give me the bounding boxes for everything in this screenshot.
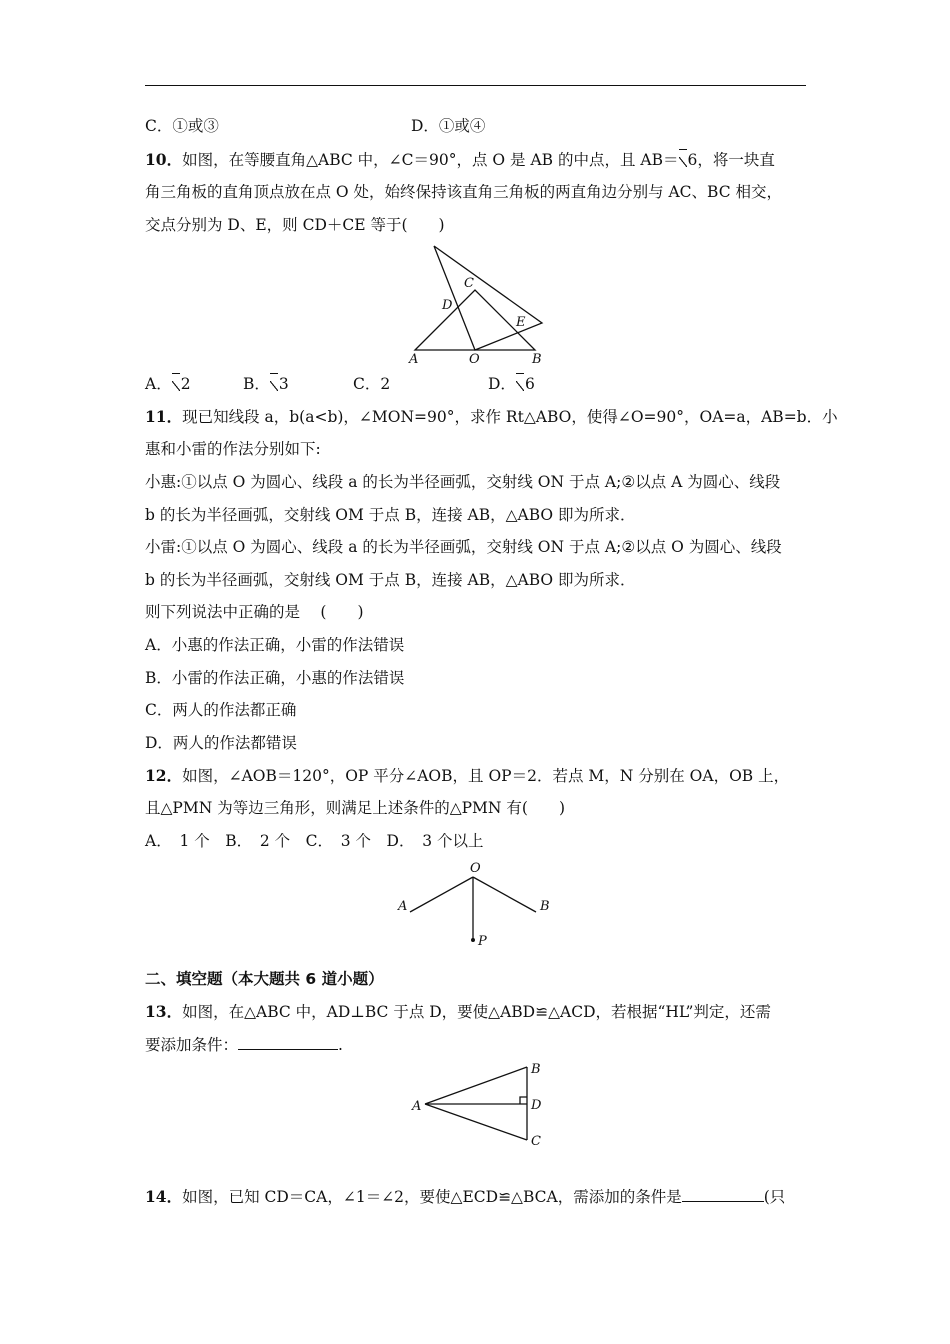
q10-label-D: D — [442, 298, 453, 313]
q12-label-O: O — [470, 861, 481, 876]
q12-ray-OB — [473, 877, 536, 912]
q11-option-d: D．两人的作法都错误 — [145, 734, 297, 752]
q10-label-A: A — [409, 352, 419, 367]
q12-number: 12． — [145, 766, 183, 785]
q9-option-d: D．①或④ — [411, 117, 486, 135]
q10-label-E: E — [516, 315, 526, 330]
q12-text-1: 如图，∠AOB＝120°，OP 平分∠AOB，且 OP＝2．若点 M，N 分别在 OA，OB 上， — [182, 767, 790, 785]
q13-line-2 — [145, 1034, 343, 1055]
q10-option-d: D． 6 — [488, 375, 535, 393]
q11-option-c: C．两人的作法都正确 — [145, 701, 297, 719]
q11-line-6: b 的长为半径画弧，交射线 OM 于点 B，连接 AB，△ABO 即为所求． — [145, 571, 636, 589]
q13-segment-AC — [425, 1104, 527, 1140]
q12-label-A: A — [398, 899, 408, 914]
q12-line-2: 且△PMN 为等边三角形，则满足上述条件的△PMN 有( ) — [145, 799, 566, 817]
q13-number: 13． — [145, 1002, 183, 1021]
q13-segment-AB — [425, 1067, 527, 1104]
q13-label-C: C — [531, 1134, 541, 1149]
q12-label-P: P — [478, 934, 487, 949]
q10-label-O: O — [469, 352, 480, 367]
q10-text-1a: 如图，在等腰直角△ABC 中，∠C＝90°，点 O 是 AB 的中点，且 AB＝ — [182, 151, 679, 169]
q12-figure — [395, 855, 565, 955]
q11-number: 11． — [145, 407, 183, 426]
q10-option-a: A． 2 — [145, 375, 191, 393]
q9-option-c: C．①或③ — [145, 117, 219, 135]
sqrt-3: 3 — [270, 374, 289, 394]
q11-option-a: A．小惠的作法正确，小雷的作法错误 — [145, 636, 405, 654]
q13-period: . — [338, 1036, 343, 1054]
q13-text-2: 要添加条件： — [145, 1036, 239, 1054]
q11-line-1 — [145, 407, 838, 427]
q11-text-1: 现已知线段 a，b(a<b)，∠MON=90°，求作 Rt△ABO，使得∠O=90°，OA=a，AB=b．小 — [182, 408, 838, 426]
q10-line-3: 交点分别为 D、E，则 CD＋CE 等于( ) — [145, 216, 445, 234]
q10-option-b: B． 3 — [243, 375, 289, 393]
q10-label-B: B — [532, 352, 542, 367]
q10-option-c: C．2 — [353, 375, 391, 393]
q13-right-angle-mark — [520, 1097, 527, 1104]
q13-label-B: B — [531, 1062, 541, 1077]
header-rule — [145, 85, 806, 86]
q11-option-b: B．小雷的作法正确，小惠的作法错误 — [145, 669, 405, 687]
q14-answer-blank[interactable] — [682, 1186, 764, 1202]
q11-line-4: b 的长为半径画弧，交射线 OM 于点 B，连接 AB，△ABO 即为所求． — [145, 506, 636, 524]
sqrt-6: 6 — [679, 150, 698, 170]
sqrt-6: 6 — [516, 374, 535, 394]
q11-line-5: 小雷:①以点 O 为圆心、线段 a 的长为半径画弧，交射线 ON 于点 A;②以点 O 为圆心、线段 — [145, 538, 782, 556]
q10-line-1 — [145, 150, 775, 170]
q14-number: 14． — [145, 1187, 183, 1206]
q13-label-D: D — [531, 1098, 542, 1113]
q10-line-2: 角三角板的直角顶点放在点 O 处，始终保持该直角三角板的两直角边分别与 AC、BC 相交， — [145, 183, 783, 201]
section-heading: 二、填空题（本大题共 6 道小题） — [145, 970, 384, 988]
q11-line-2: 惠和小雷的作法分别如下: — [145, 440, 321, 458]
q13-line-1 — [145, 1002, 771, 1022]
q14-line-1 — [145, 1186, 785, 1207]
q14-text-1: 如图，已知 CD＝CA，∠1＝∠2，要使△ECD≌△BCA，需添加的条件是 — [182, 1188, 682, 1206]
q11-line-7: 则下列说法中正确的是 ( ) — [145, 603, 364, 621]
q10-number: 10． — [145, 150, 183, 169]
q10-options — [145, 374, 535, 394]
q13-answer-blank[interactable] — [238, 1034, 338, 1050]
sqrt-2: 2 — [172, 374, 191, 394]
q14-text-end: (只 — [763, 1188, 786, 1206]
q13-label-A: A — [412, 1099, 422, 1114]
q11-line-3: 小惠:①以点 O 为圆心、线段 a 的长为半径画弧，交射线 ON 于点 A;②以点 A 为圆心、线段 — [145, 473, 781, 491]
q12-label-B: B — [540, 899, 550, 914]
q10-text-1b: ，将一块直 — [697, 151, 775, 169]
q13-text-1: 如图，在△ABC 中，AD⊥BC 于点 D，要使△ABD≌△ACD，若根据“HL”判定，还需 — [182, 1003, 771, 1021]
q13-figure — [405, 1060, 555, 1150]
q10-figure — [400, 240, 560, 370]
q12-point-P — [471, 938, 475, 942]
q10-label-C: C — [464, 276, 474, 291]
q12-line-1 — [145, 766, 789, 786]
q12-options: A． 1 个 B． 2 个 C． 3 个 D． 3 个以上 — [145, 832, 484, 850]
q12-ray-OA — [410, 877, 473, 912]
